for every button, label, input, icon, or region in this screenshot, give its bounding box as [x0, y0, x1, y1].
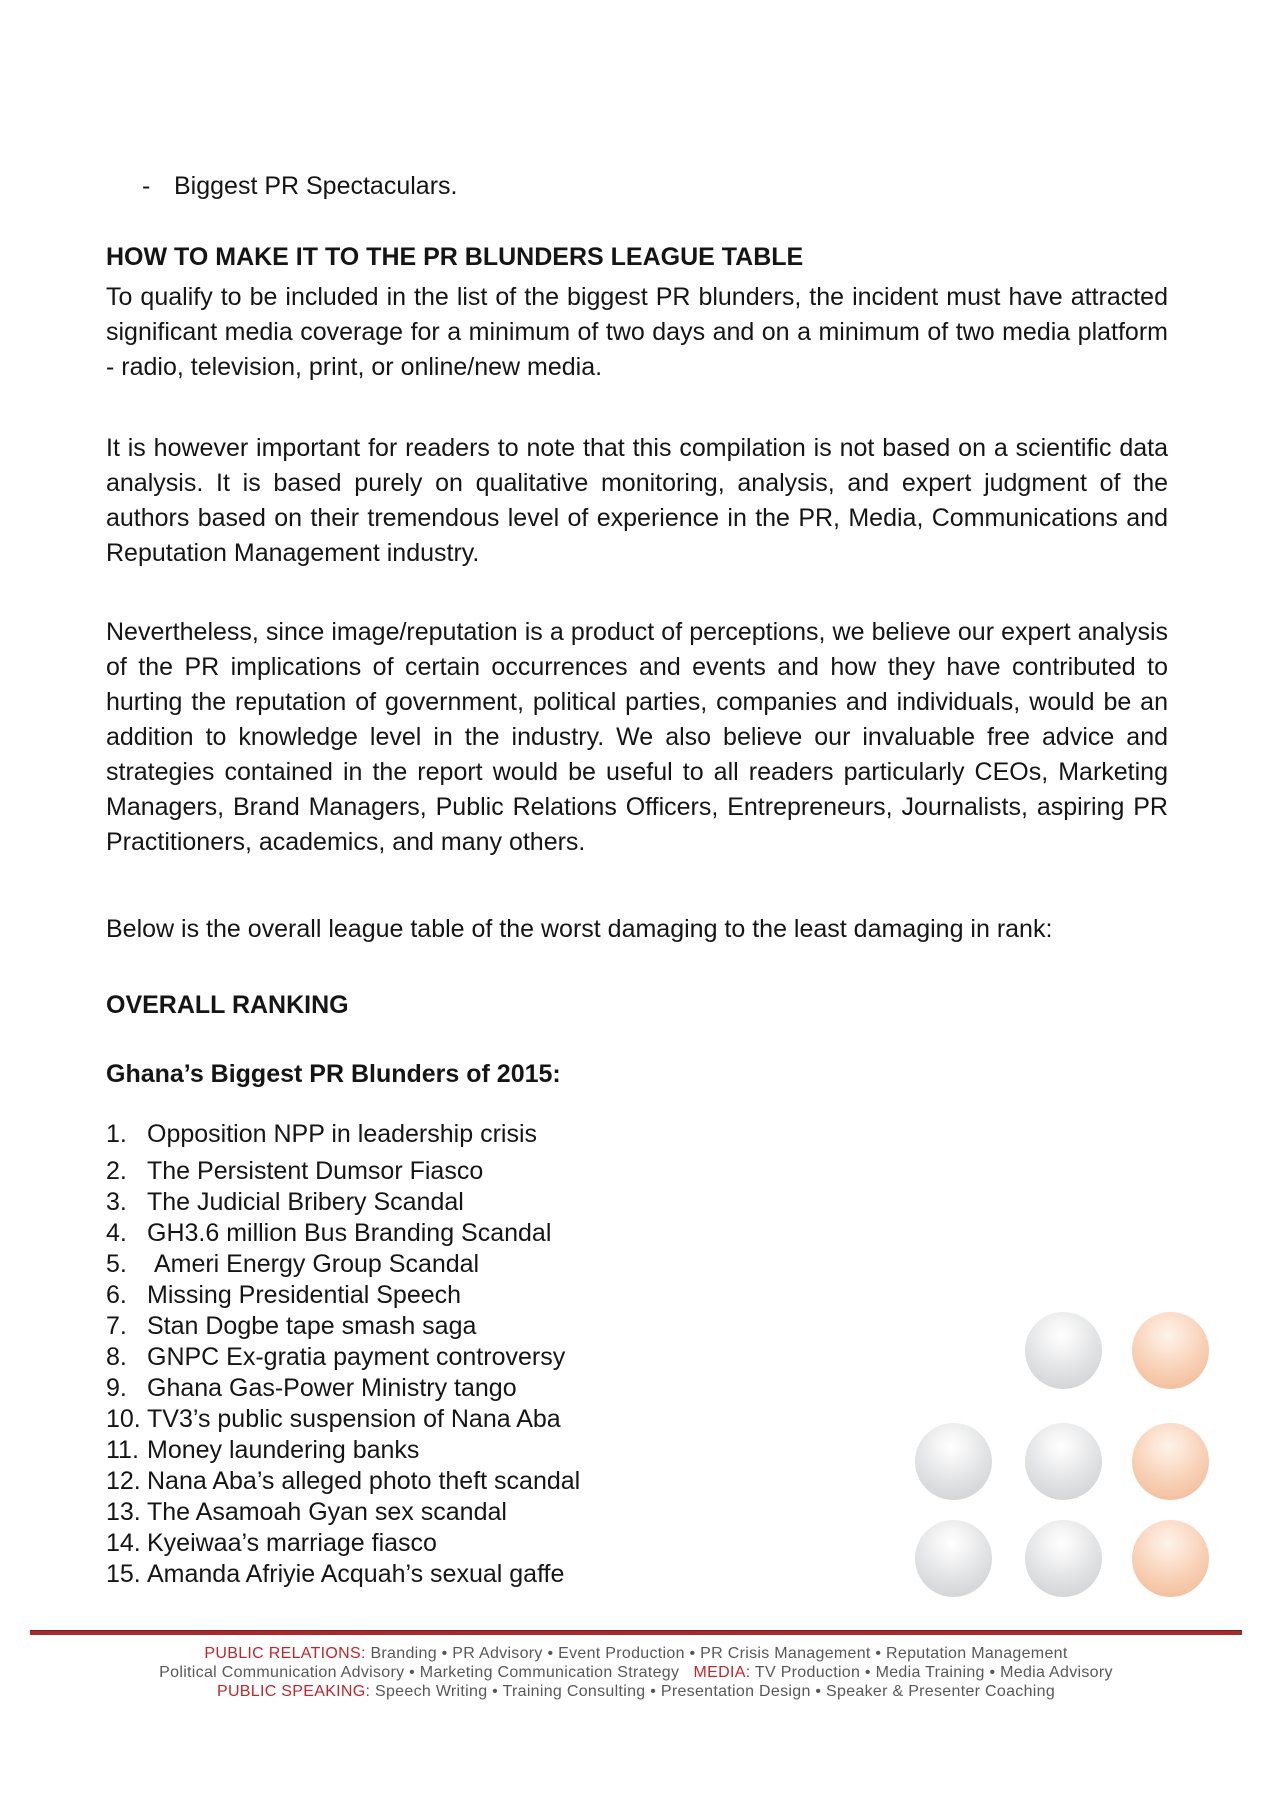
- ranking-item-text: Amanda Afriyie Acquah’s sexual gaffe: [147, 1560, 565, 1588]
- bullet-text: Biggest PR Spectaculars.: [174, 172, 458, 200]
- footer-services-public-relations: Branding • PR Advisory • Event Production • PR Crisis Management • Reputation Management: [365, 1645, 1068, 1662]
- ranking-item-text: TV3’s public suspension of Nana Aba: [147, 1405, 561, 1433]
- paragraph-below-intro: Below is the overall league table of the worst damaging to the least damaging in rank:: [106, 915, 1053, 943]
- footer: [0, 1644, 1272, 1701]
- ranking-item: [106, 1311, 1168, 1342]
- ranking-item-number: 4.: [106, 1219, 127, 1247]
- ranking-item-number: 12.: [106, 1467, 141, 1495]
- ranking-item-text: Money laundering banks: [147, 1436, 420, 1464]
- ranking-item-number: 6.: [106, 1281, 127, 1309]
- ranking-item-number: 5.: [106, 1250, 127, 1278]
- ranking-item-number: 2.: [106, 1157, 127, 1185]
- section-heading-how-to: HOW TO MAKE IT TO THE PR BLUNDERS LEAGUE TABLE: [106, 243, 804, 271]
- footer-line-public-speaking: [0, 1682, 1272, 1701]
- bullet-dash: -: [142, 172, 151, 200]
- section-heading-overall-ranking: OVERALL RANKING: [106, 991, 349, 1019]
- ranking-item: [106, 1156, 1168, 1187]
- ranking-item-number: 7.: [106, 1312, 127, 1340]
- ranking-item-text: The Judicial Bribery Scandal: [147, 1188, 464, 1216]
- ranking-item-number: 1.: [106, 1120, 127, 1148]
- footer-services-public-speaking: Speech Writing • Training Consulting • Presentation Design • Speaker & Presenter Coaching: [370, 1683, 1056, 1700]
- ranking-item: [106, 1559, 1168, 1590]
- ranking-item: [106, 1218, 1168, 1249]
- ranking-item: [106, 1187, 1168, 1218]
- ranking-item: [106, 1119, 1168, 1150]
- ranking-item-number: 8.: [106, 1343, 127, 1371]
- footer-divider: [30, 1630, 1242, 1635]
- ranking-item-text: GH3.6 million Bus Branding Scandal: [147, 1219, 552, 1247]
- bullet-item: [106, 172, 1168, 201]
- footer-label-public-relations: PUBLIC RELATIONS:: [204, 1645, 366, 1662]
- ranking-item-text: Missing Presidential Speech: [147, 1281, 462, 1309]
- ranking-item-number: 9.: [106, 1374, 127, 1402]
- ranking-item-number: 14.: [106, 1529, 141, 1557]
- ranking-item: [106, 1404, 1168, 1435]
- ranking-item-text: Stan Dogbe tape smash saga: [147, 1312, 477, 1340]
- ranking-item-text: Nana Aba’s alleged photo theft scandal: [147, 1467, 581, 1495]
- ranking-item-text: Kyeiwaa’s marriage fiasco: [147, 1529, 437, 1557]
- ranking-item: [106, 1280, 1168, 1311]
- ranking-item: [106, 1373, 1168, 1404]
- ranking-item: [106, 1528, 1168, 1559]
- paragraph-disclaimer: It is however important for readers to note that this compilation is not based on a scientific data analysis. It is based purely on qualitative monitoring, analysis, and expert judgment of the authors based on their tremendous level of experience in the PR, Media, Communications and Reputation Management industry.: [106, 434, 1168, 567]
- ranking-list: [106, 1119, 1168, 1590]
- ranking-item-number: 15.: [106, 1560, 141, 1588]
- ranking-item-text: The Persistent Dumsor Fiasco: [147, 1157, 484, 1185]
- footer-line-media: [0, 1663, 1272, 1682]
- footer-label-public-speaking: PUBLIC SPEAKING:: [216, 1683, 371, 1700]
- footer-services-advisory: Political Communication Advisory • Marketing Communication Strategy: [159, 1664, 694, 1681]
- ranking-item: [106, 1342, 1168, 1373]
- ranking-item-number: 10.: [106, 1405, 141, 1433]
- paragraph-nevertheless: Nevertheless, since image/reputation is a product of perceptions, we believe our expert analysis of the PR implications of certain occurrences and events and how they have contributed to hurting the reputation of government, political parties, companies and individuals, would be an addition to knowledge level in the industry. We also believe our invaluable free advice and strategies contained in the report would be useful to all readers particularly CEOs, Marketing Managers, Brand Managers, Public Relations Officers, Entrepreneurs, Journalists, aspiring PR Practitioners, academics, and many others.: [106, 618, 1168, 856]
- ranking-item: [106, 1466, 1168, 1497]
- footer-services-media: TV Production • Media Training • Media Advisory: [750, 1664, 1113, 1681]
- ranking-item-number: 11.: [106, 1436, 139, 1464]
- ranking-item-text: Ameri Energy Group Scandal: [147, 1250, 480, 1278]
- footer-line-public-relations: [0, 1644, 1272, 1663]
- ranking-item-text: Ghana Gas-Power Ministry tango: [147, 1374, 517, 1402]
- ranking-item: [106, 1497, 1168, 1528]
- paragraph-qualification-criteria: To qualify to be included in the list of the biggest PR blunders, the incident must have attracted significant media coverage for a minimum of two days and on a minimum of two media platform - radio, television, print, or online/new media.: [106, 283, 1168, 381]
- ranking-item: [106, 1435, 1168, 1466]
- document-body: [106, 0, 1168, 1590]
- ranking-item-text: The Asamoah Gyan sex scandal: [147, 1498, 507, 1526]
- footer-label-media: MEDIA:: [693, 1664, 751, 1681]
- ranking-item: [106, 1249, 1168, 1280]
- ranking-item-number: 3.: [106, 1188, 127, 1216]
- ranking-item-number: 13.: [106, 1498, 141, 1526]
- ranking-item-text: Opposition NPP in leadership crisis: [147, 1120, 538, 1148]
- ranking-item-text: GNPC Ex-gratia payment controversy: [147, 1343, 566, 1371]
- section-subheading-blunders-2015: Ghana’s Biggest PR Blunders of 2015:: [106, 1060, 561, 1088]
